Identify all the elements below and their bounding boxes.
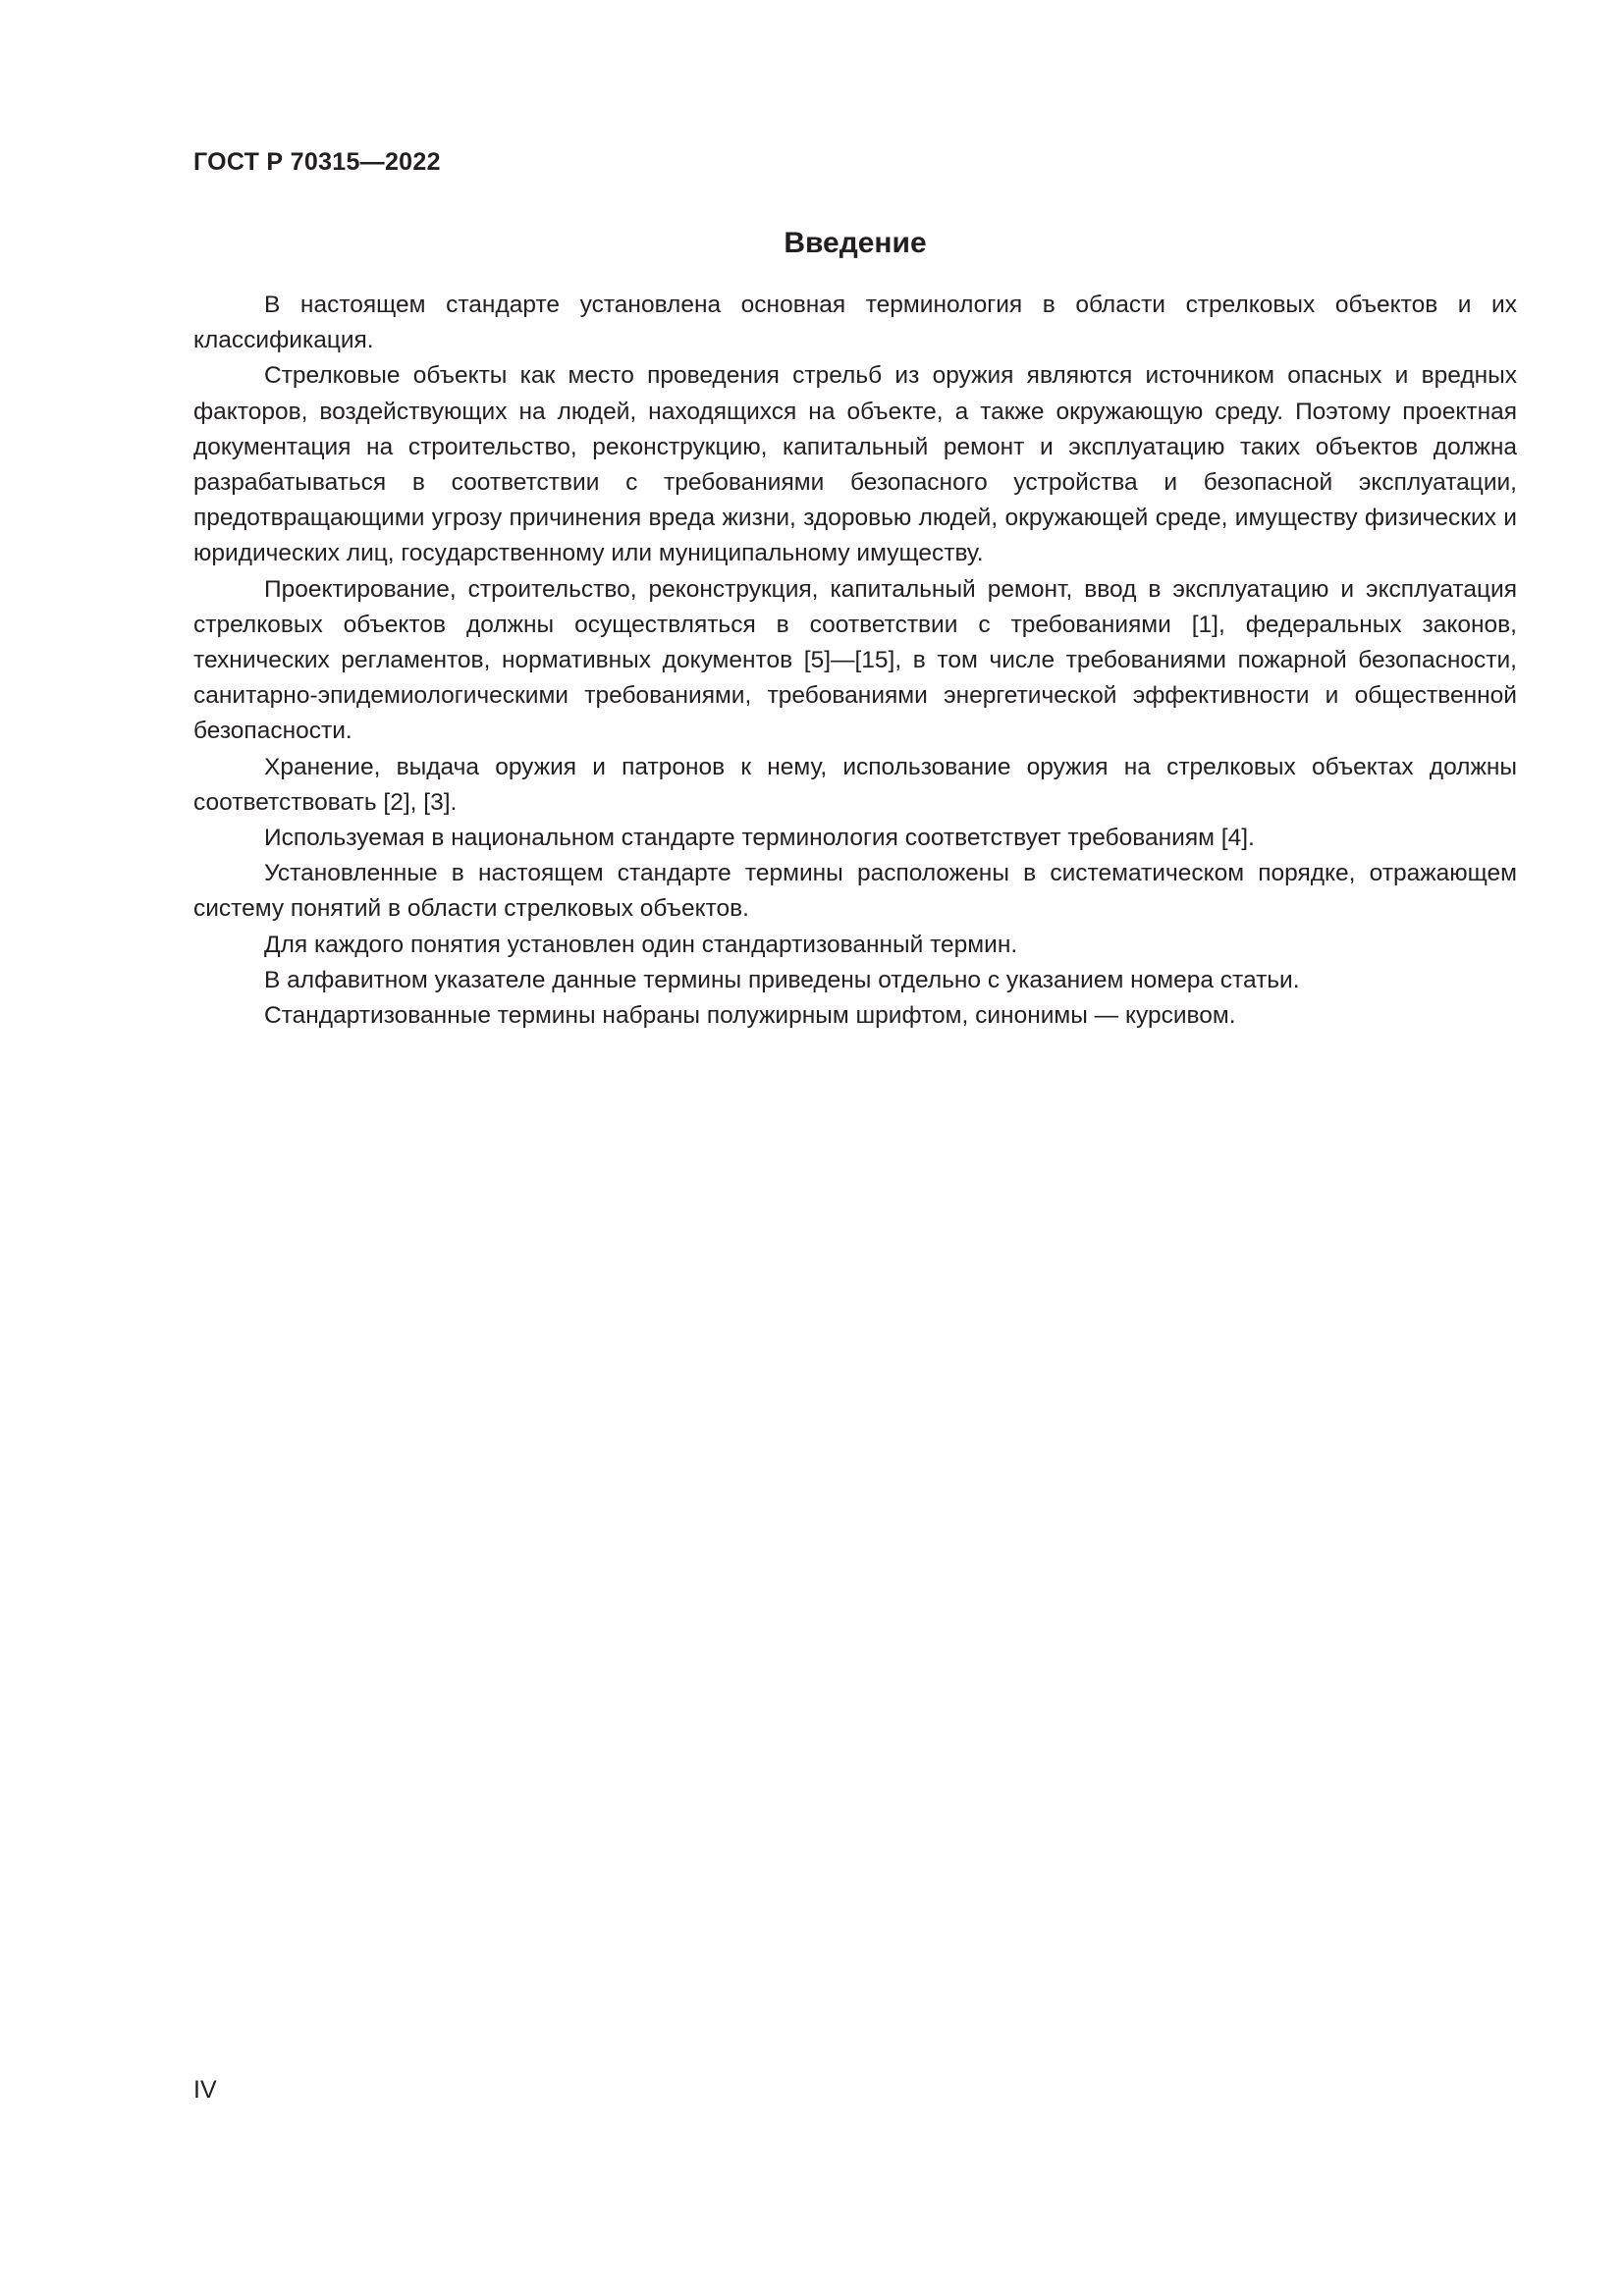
document-code: ГОСТ Р 70315—2022: [193, 148, 441, 176]
paragraph: В алфавитном указателе данные термины приведены отдельно с указанием номера статьи.: [264, 966, 1300, 993]
paragraph: Стандартизованные термины набраны полужирным шрифтом, синонимы — курсивом.: [264, 1002, 1236, 1030]
paragraph: Установленные в настоящем стандарте термины расположены в систематическом порядке, отражающем систему понятий в области стрелковых объектов.: [193, 860, 1517, 923]
paragraph: Для каждого понятия установлен один стандартизованный термин.: [264, 931, 1018, 958]
paragraph: Проектирование, строительство, реконструкция, капитальный ремонт, ввод в эксплуатацию и эксплуатация стрелковых объектов должны осуществляться в соответствии с требованиями [1], федеральных законов, технических регламентов, нормативных документов [5]—[15], в том числе требованиями пожарной безопасности, санитарно-эпидемиологическими требованиями, требованиями энергетической эффективности и общественной безопасности.: [193, 575, 1517, 745]
paragraph: Используемая в национальном стандарте терминология соответствует требованиям [4].: [264, 825, 1255, 852]
page-number: IV: [193, 2076, 217, 2104]
paragraph: В настоящем стандарте установлена основная терминология в области стрелковых объектов и их классификация.: [193, 292, 1517, 354]
section-body: [193, 288, 1517, 1034]
section-title: Введение: [784, 227, 927, 259]
paragraph: Хранение, выдача оружия и патронов к нему, использование оружия на стрелковых объектах должны соответствовать [2], [3].: [193, 753, 1517, 816]
paragraph: Стрелковые объекты как место проведения стрельб из оружия являются источником опасных и вредных факторов, воздействующих на людей, находящихся на объекте, а также окружающую среду. Поэтому проектная документация на строительство, реконструкцию, капитальный ремонт и эксплуатацию таких объектов должна разрабатываться в соответствии с требованиями безопасного устройства и безопасной эксплуатации, предотвращающими угрозу причинения вреда жизни, здоровью людей, окружающей среде, имуществу физических и юридических лиц, государственному или муниципальному имуществу.: [193, 362, 1517, 567]
